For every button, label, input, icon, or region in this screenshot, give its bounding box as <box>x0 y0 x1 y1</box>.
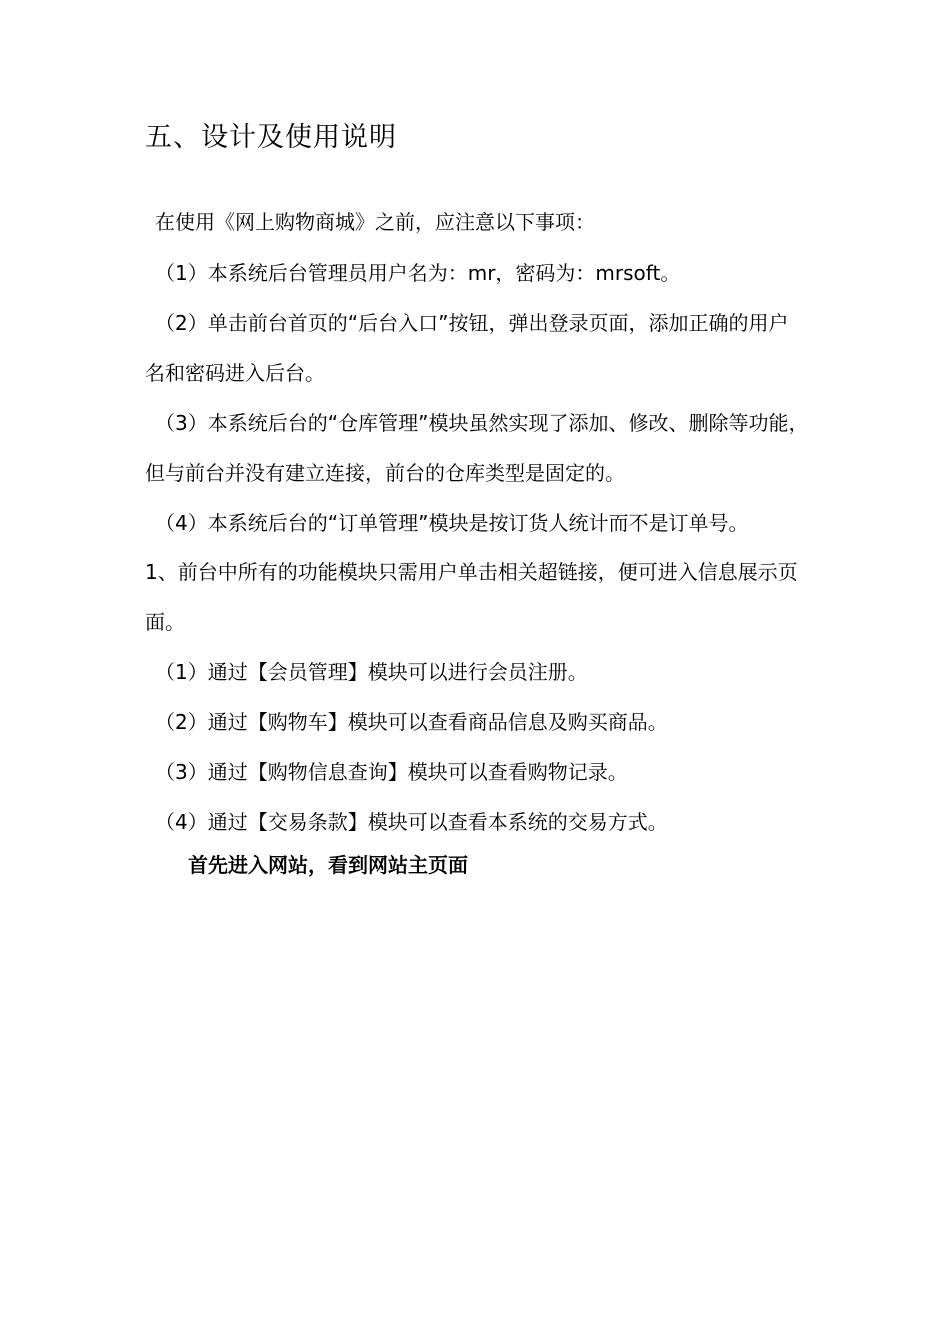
note-3: （3）本系统后台的“仓库管理”模块虽然实现了添加、修改、删除等功能， <box>155 411 809 435</box>
module-item-terms: （4）通过【交易条款】模块可以查看本系统的交易方式。 <box>155 810 668 834</box>
section-title: 五、设计及使用说明 <box>145 122 397 153</box>
module-item-member: （1）通过【会员管理】模块可以进行会员注册。 <box>155 660 588 684</box>
front-intro: 1、前台中所有的功能模块只需用户单击相关超链接，便可进入信息展示页 <box>145 560 798 584</box>
module-item-query: （3）通过【购物信息查询】模块可以查看购物记录。 <box>155 760 628 784</box>
note-1: （1）本系统后台管理员用户名为：mr，密码为：mrsoft。 <box>155 261 681 285</box>
intro-text: 在使用《网上购物商城》之前，应注意以下事项： <box>155 210 595 234</box>
note-2-continued: 名和密码进入后台。 <box>145 361 325 385</box>
step-heading: 首先进入网站，看到网站主页面 <box>188 853 468 877</box>
note-2: （2）单击前台首页的“后台入口”按钮，弹出登录页面，添加正确的用户 <box>155 311 789 335</box>
note-4: （4）本系统后台的“订单管理”模块是按订货人统计而不是订单号。 <box>155 511 749 535</box>
front-intro-continued: 面。 <box>145 610 185 634</box>
module-item-cart: （2）通过【购物车】模块可以查看商品信息及购买商品。 <box>155 710 668 734</box>
note-3-continued: 但与前台并没有建立连接，前台的仓库类型是固定的。 <box>145 461 625 485</box>
